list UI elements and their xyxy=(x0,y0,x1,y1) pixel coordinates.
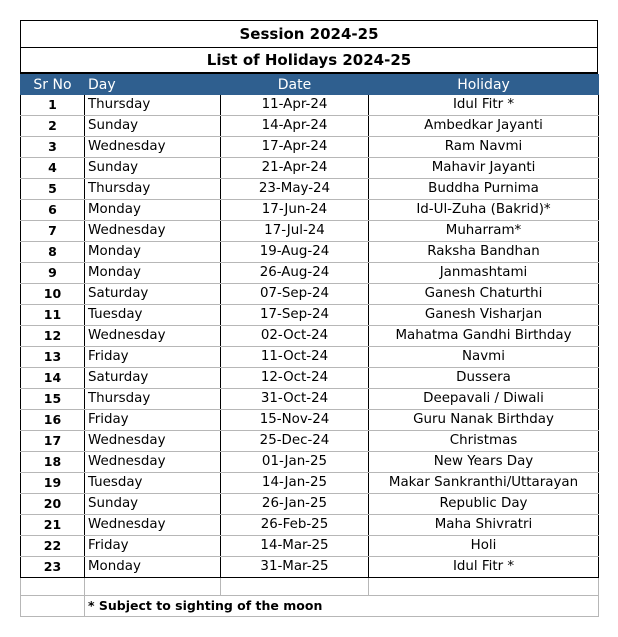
date-cell: 26-Aug-24 xyxy=(221,263,369,284)
sr-cell: 18 xyxy=(21,452,85,473)
holiday-cell: Dussera xyxy=(369,368,599,389)
day-cell: Tuesday xyxy=(85,473,221,494)
date-cell: 15-Nov-24 xyxy=(221,410,369,431)
holiday-cell: Navmi xyxy=(369,347,599,368)
table-row xyxy=(21,221,599,242)
date-cell: 23-May-24 xyxy=(221,179,369,200)
day-cell: Monday xyxy=(85,557,221,578)
date-cell: 26-Jan-25 xyxy=(221,494,369,515)
holiday-cell: Idul Fitr * xyxy=(369,557,599,578)
holiday-sheet xyxy=(20,20,598,617)
table-body xyxy=(21,95,599,578)
col-header-srno: Sr No xyxy=(21,75,85,95)
day-cell: Saturday xyxy=(85,368,221,389)
date-cell: 11-Apr-24 xyxy=(221,95,369,116)
holiday-cell: Ambedkar Jayanti xyxy=(369,116,599,137)
day-cell: Sunday xyxy=(85,158,221,179)
holiday-cell: Mahavir Jayanti xyxy=(369,158,599,179)
day-cell: Thursday xyxy=(85,95,221,116)
sr-cell: 21 xyxy=(21,515,85,536)
col-header-holiday: Holiday xyxy=(369,75,599,95)
holiday-cell: Ganesh Visharjan xyxy=(369,305,599,326)
table-row xyxy=(21,95,599,116)
holiday-cell: Idul Fitr * xyxy=(369,95,599,116)
sr-cell: 22 xyxy=(21,536,85,557)
holiday-cell: Janmashtami xyxy=(369,263,599,284)
sr-cell: 15 xyxy=(21,389,85,410)
date-cell: 02-Oct-24 xyxy=(221,326,369,347)
day-cell: Wednesday xyxy=(85,431,221,452)
day-cell: Friday xyxy=(85,347,221,368)
date-cell: 17-Jun-24 xyxy=(221,200,369,221)
holiday-cell: New Years Day xyxy=(369,452,599,473)
table-row xyxy=(21,200,599,221)
sr-cell: 16 xyxy=(21,410,85,431)
table-row xyxy=(21,305,599,326)
sr-cell: 11 xyxy=(21,305,85,326)
table-row xyxy=(21,515,599,536)
sr-cell: 5 xyxy=(21,179,85,200)
date-cell: 31-Mar-25 xyxy=(221,557,369,578)
table-footer xyxy=(21,578,599,617)
holiday-cell: Guru Nanak Birthday xyxy=(369,410,599,431)
date-cell: 14-Mar-25 xyxy=(221,536,369,557)
holiday-table xyxy=(20,74,599,617)
list-title: List of Holidays 2024-25 xyxy=(20,47,598,74)
day-cell: Friday xyxy=(85,536,221,557)
table-row xyxy=(21,494,599,515)
date-cell: 31-Oct-24 xyxy=(221,389,369,410)
sr-cell: 13 xyxy=(21,347,85,368)
footnote: * Subject to sighting of the moon xyxy=(85,596,599,617)
day-cell: Wednesday xyxy=(85,452,221,473)
holiday-cell: Maha Shivratri xyxy=(369,515,599,536)
day-cell: Thursday xyxy=(85,179,221,200)
date-cell: 19-Aug-24 xyxy=(221,242,369,263)
col-header-date: Date xyxy=(221,75,369,95)
table-row xyxy=(21,179,599,200)
sr-cell: 2 xyxy=(21,116,85,137)
table-row xyxy=(21,536,599,557)
table-row xyxy=(21,452,599,473)
sr-cell: 12 xyxy=(21,326,85,347)
sr-cell: 10 xyxy=(21,284,85,305)
date-cell: 12-Oct-24 xyxy=(221,368,369,389)
date-cell: 26-Feb-25 xyxy=(221,515,369,536)
date-cell: 11-Oct-24 xyxy=(221,347,369,368)
day-cell: Friday xyxy=(85,410,221,431)
sr-cell: 9 xyxy=(21,263,85,284)
sr-cell: 3 xyxy=(21,137,85,158)
sr-cell: 4 xyxy=(21,158,85,179)
day-cell: Monday xyxy=(85,200,221,221)
day-cell: Saturday xyxy=(85,284,221,305)
footnote-row xyxy=(21,596,599,617)
sr-cell: 20 xyxy=(21,494,85,515)
table-row xyxy=(21,284,599,305)
holiday-cell: Buddha Purnima xyxy=(369,179,599,200)
date-cell: 21-Apr-24 xyxy=(221,158,369,179)
day-cell: Wednesday xyxy=(85,515,221,536)
table-row xyxy=(21,326,599,347)
holiday-cell: Mahatma Gandhi Birthday xyxy=(369,326,599,347)
sr-cell: 7 xyxy=(21,221,85,242)
date-cell: 17-Apr-24 xyxy=(221,137,369,158)
date-cell: 25-Dec-24 xyxy=(221,431,369,452)
table-row xyxy=(21,410,599,431)
sr-cell: 6 xyxy=(21,200,85,221)
sr-cell: 17 xyxy=(21,431,85,452)
holiday-cell: Ganesh Chaturthi xyxy=(369,284,599,305)
sr-cell: 23 xyxy=(21,557,85,578)
date-cell: 14-Apr-24 xyxy=(221,116,369,137)
date-cell: 17-Jul-24 xyxy=(221,221,369,242)
holiday-cell: Id-Ul-Zuha (Bakrid)* xyxy=(369,200,599,221)
day-cell: Monday xyxy=(85,263,221,284)
date-cell: 17-Sep-24 xyxy=(221,305,369,326)
table-row xyxy=(21,137,599,158)
blank-row xyxy=(21,578,599,596)
holiday-cell: Republic Day xyxy=(369,494,599,515)
sr-cell: 19 xyxy=(21,473,85,494)
table-row xyxy=(21,347,599,368)
table-row xyxy=(21,431,599,452)
date-cell: 07-Sep-24 xyxy=(221,284,369,305)
day-cell: Wednesday xyxy=(85,137,221,158)
day-cell: Sunday xyxy=(85,116,221,137)
table-row xyxy=(21,116,599,137)
holiday-cell: Raksha Bandhan xyxy=(369,242,599,263)
day-cell: Wednesday xyxy=(85,326,221,347)
table-row xyxy=(21,557,599,578)
day-cell: Thursday xyxy=(85,389,221,410)
col-header-day: Day xyxy=(85,75,221,95)
holiday-cell: Christmas xyxy=(369,431,599,452)
holiday-cell: Holi xyxy=(369,536,599,557)
table-row xyxy=(21,263,599,284)
day-cell: Wednesday xyxy=(85,221,221,242)
sr-cell: 8 xyxy=(21,242,85,263)
holiday-cell: Deepavali / Diwali xyxy=(369,389,599,410)
sr-cell: 1 xyxy=(21,95,85,116)
date-cell: 01-Jan-25 xyxy=(221,452,369,473)
holiday-cell: Makar Sankranthi/Uttarayan xyxy=(369,473,599,494)
date-cell: 14-Jan-25 xyxy=(221,473,369,494)
table-row xyxy=(21,473,599,494)
table-row xyxy=(21,389,599,410)
table-row xyxy=(21,368,599,389)
day-cell: Sunday xyxy=(85,494,221,515)
session-title: Session 2024-25 xyxy=(20,20,598,47)
table-row xyxy=(21,158,599,179)
sr-cell: 14 xyxy=(21,368,85,389)
holiday-cell: Muharram* xyxy=(369,221,599,242)
table-header xyxy=(21,75,599,95)
day-cell: Monday xyxy=(85,242,221,263)
day-cell: Tuesday xyxy=(85,305,221,326)
table-row xyxy=(21,242,599,263)
holiday-cell: Ram Navmi xyxy=(369,137,599,158)
